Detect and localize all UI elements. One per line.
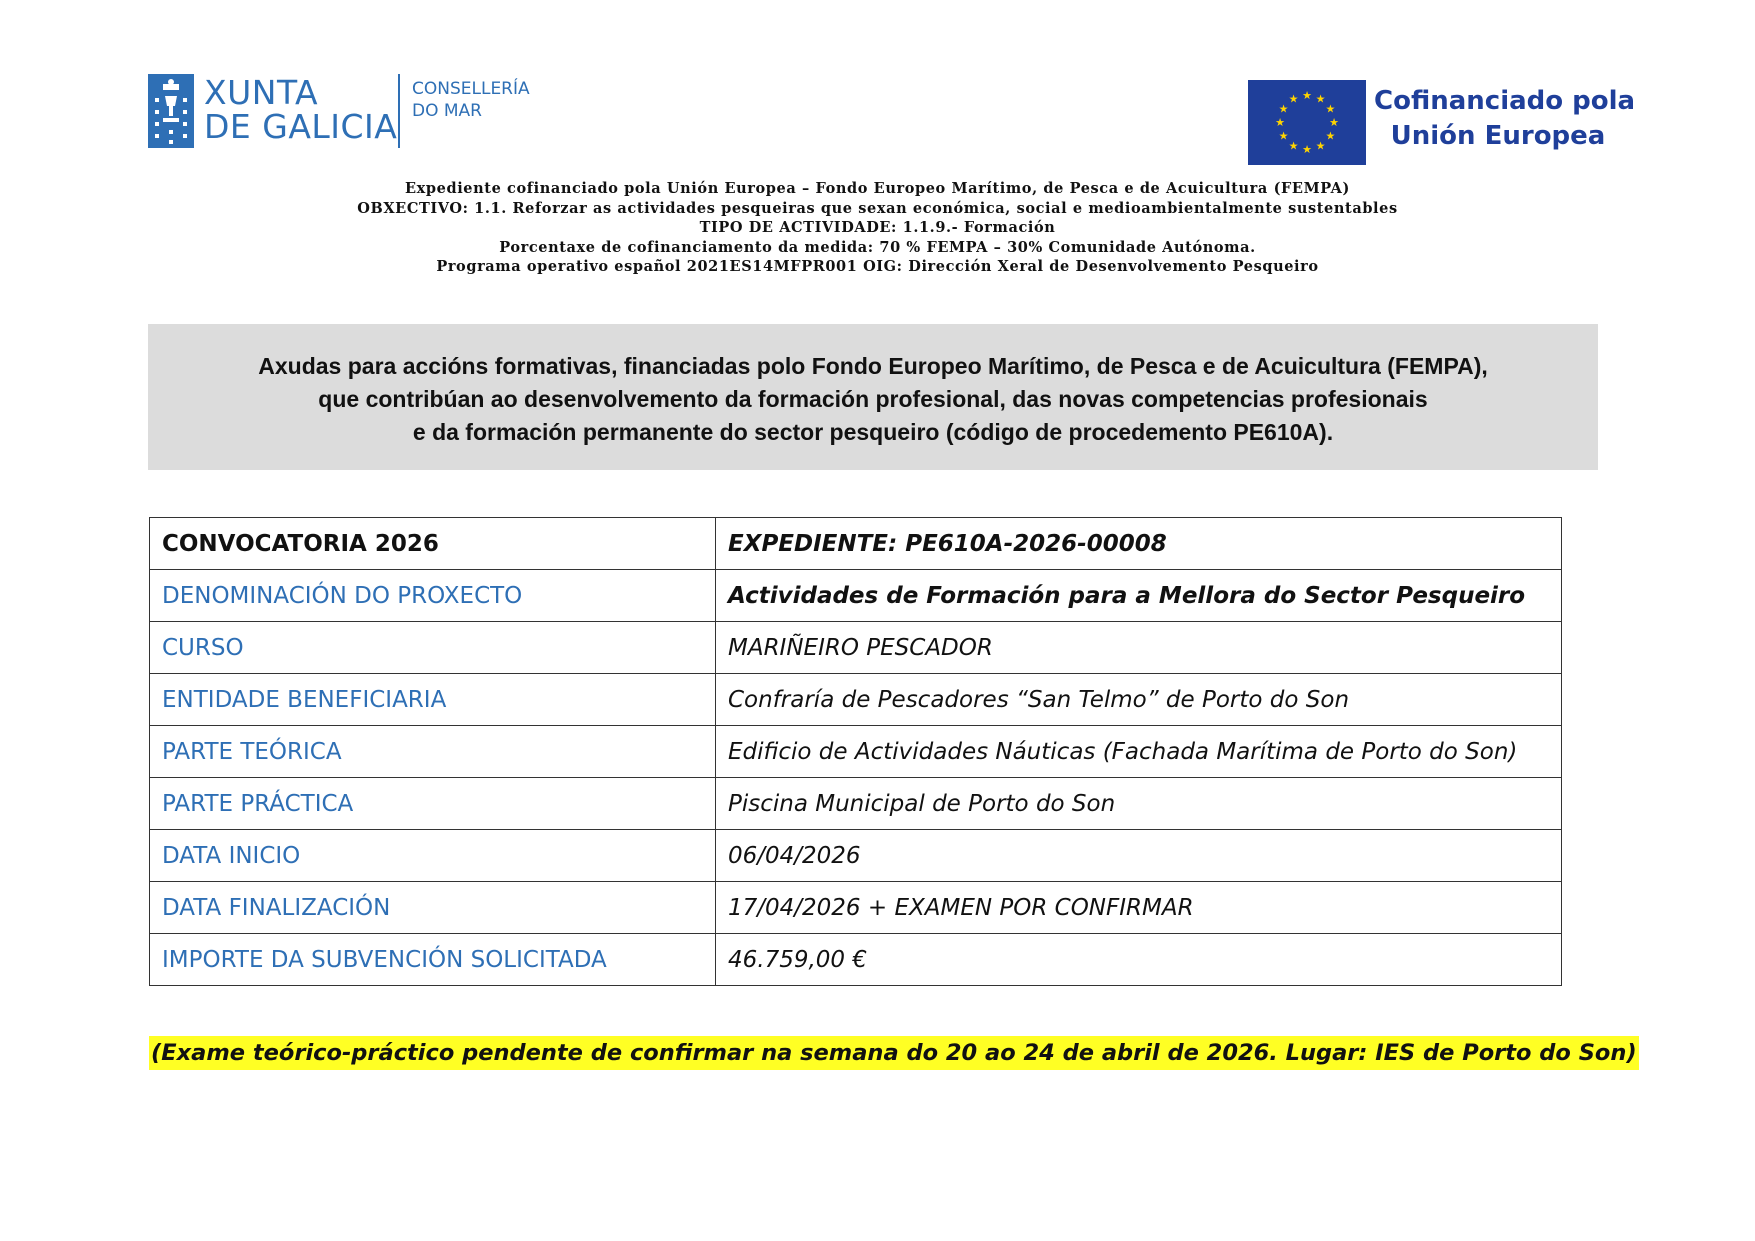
row-label: CURSO [150,622,716,674]
title-line: Axudas para accións formativas, financiadas polo Fondo Europeo Marítimo, de Pesca e de Acuicultura (FEMPA), [258,353,1488,379]
row-value: Edificio de Actividades Náuticas (Fachada Marítima de Porto do Son) [716,726,1562,778]
eu-star-icon: ★ [1278,130,1289,143]
funding-header [0,179,1755,277]
row-label: DATA FINALIZACIÓN [150,882,716,934]
eu-star-icon: ★ [1325,130,1336,143]
row-label: CONVOCATORIA 2026 [150,518,716,570]
table-row [150,726,1562,778]
header-line: TIPO DE ACTIVIDADE: 1.1.9.- Formación [699,219,1056,236]
table-row [150,934,1562,986]
exam-note: (Exame teórico-práctico pendente de confirmar na semana do 20 ao 24 de abril de 2026. Lugar: IES de Porto do Son) [149,1036,1639,1070]
xunta-shield-icon [148,74,194,148]
eu-star-icon: ★ [1302,90,1312,102]
eu-star-icon: ★ [1278,103,1289,116]
table-row [150,570,1562,622]
xunta-wordmark [204,73,398,146]
table-row [150,778,1562,830]
header-line: Programa operativo español 2021ES14MFPR001 OIG: Dirección Xeral de Desenvolvemento Pesqueiro [436,258,1319,275]
logo-divider [398,74,400,148]
row-label: DENOMINACIÓN DO PROXECTO [150,570,716,622]
title-line: e da formación permanente do sector pesqueiro (código de procedemento PE610A). [412,419,1334,445]
eu-star-icon: ★ [1315,140,1326,153]
row-label: ENTIDADE BENEFICIARIA [150,674,716,726]
row-value: MARIÑEIRO PESCADOR [716,622,1562,674]
row-value: Confraría de Pescadores “San Telmo” de Porto do Son [716,674,1562,726]
course-info-table [149,517,1562,986]
eu-star-icon: ★ [1329,117,1339,129]
table-row [150,518,1562,570]
program-title-box [148,324,1598,470]
title-line: que contribúan ao desenvolvemento da formación profesional, das novas competencias profesionais [318,386,1428,412]
row-value: EXPEDIENTE: PE610A-2026-00008 [716,518,1562,570]
row-value: 46.759,00 € [716,934,1562,986]
header-line: Expediente cofinanciado pola Unión Europea – Fondo Europeo Marítimo, de Pesca e de Acuicultura (FEMPA) [405,180,1350,197]
eu-star-icon: ★ [1275,117,1285,129]
table-row [150,830,1562,882]
row-label: DATA INICIO [150,830,716,882]
xunta-line1: XUNTA [204,73,319,112]
eu-flag-icon [1248,80,1366,165]
eu-cofinancing-text [1374,84,1636,154]
eu-star-icon: ★ [1288,93,1299,106]
header-line: OBXECTIVO: 1.1. Reforzar as actividades pesqueiras que sexan económica, social e medioambientalmente sustentables [357,199,1398,217]
row-label: PARTE PRÁCTICA [150,778,716,830]
eu-star-icon: ★ [1315,93,1326,106]
row-value: 17/04/2026 + EXAMEN POR CONFIRMAR [716,882,1562,934]
row-label: PARTE TEÓRICA [150,726,716,778]
eu-star-icon: ★ [1288,140,1299,153]
row-value: 06/04/2026 [716,830,1562,882]
table-row [150,622,1562,674]
row-value: Actividades de Formación para a Mellora do Sector Pesqueiro [716,570,1562,622]
department-line2: DO MAR [412,101,482,121]
eu-star-icon: ★ [1325,103,1336,116]
row-value: Piscina Municipal de Porto do Son [716,778,1562,830]
table-row [150,882,1562,934]
department-line1: CONSELLERÍA [412,79,530,99]
header-line: Porcentaxe de cofinanciamento da medida: 70 % FEMPA – 30% Comunidade Autónoma. [499,238,1256,256]
department-name [412,78,530,122]
eu-star-icon: ★ [1302,144,1312,156]
eu-line2: Unión Europea [1390,121,1606,151]
eu-line1: Cofinanciado pola [1374,86,1636,116]
table-row [150,674,1562,726]
xunta-line2: DE GALICIA [204,107,398,146]
row-label: IMPORTE DA SUBVENCIÓN SOLICITADA [150,934,716,986]
